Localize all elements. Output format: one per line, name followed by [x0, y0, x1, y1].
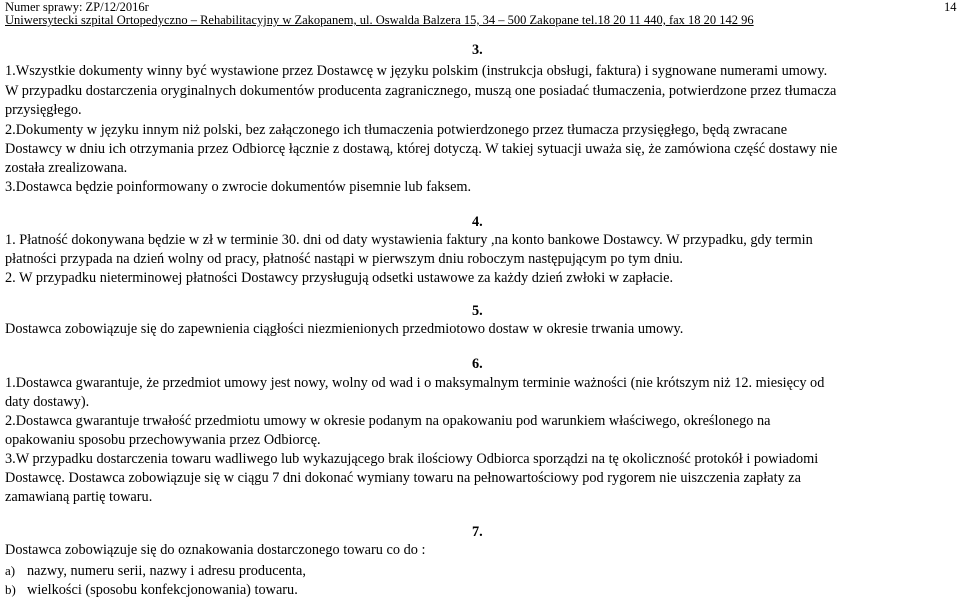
s6-line-5: 3.W przypadku dostarczenia towaru wadliwego lub wykazującego brak ilościowy Odbiorca sporządzi na tę okoliczność protokół i powiadomi — [5, 451, 819, 467]
s4-line-2: płatności przypada na dzień wolny od pracy, płatność nastąpi w pierwszym dniu roboczym następującym po tym dniu. — [5, 251, 683, 267]
s3-line-7: 3.Dostawca będzie poinformowany o zwrocie dokumentów pisemnie lub faksem. — [5, 179, 472, 195]
s4-line-1: 1. Płatność dokonywana będzie w zł w terminie 30. dni od daty wystawienia faktury ,na konto bankowe Dostawcy. W przypadku, gdy termin — [5, 232, 813, 248]
section-3-heading: 3. — [472, 42, 483, 58]
s7-item-b-label: b) — [5, 582, 16, 597]
s7-item-a — [5, 561, 957, 581]
s3-line-5: Dostawcy w dniu ich otrzymania przez Odbiorcę łącznie z dostawą, której dotyczą. W takiej sytuacji uważa się, że zamówiona część dostawy nie — [5, 141, 838, 157]
case-number: Numer sprawy: ZP/12/2016r — [5, 0, 149, 14]
section-6-heading: 6. — [472, 356, 483, 372]
s7-intro: Dostawca zobowiązuje się do oznakowania dostarczonego towaru co do : — [5, 542, 426, 558]
s7-item-b — [5, 580, 957, 600]
s3-line-6: została zrealizowana. — [5, 160, 128, 176]
s7-item-a-label: a) — [5, 563, 16, 578]
page-number: 14 — [944, 0, 957, 14]
s6-line-4: opakowaniu sposobu przechowywania przez Odbiorcę. — [5, 432, 321, 448]
s3-line-3: przysięgłego. — [5, 102, 82, 118]
section-5-heading: 5. — [472, 303, 483, 319]
s6-line-6: Dostawcę. Dostawca zobowiązuje się w ciągu 7 dni dokonać wymiany towaru na pełnowartościowy pod rygorem nie uiszczenia zapłaty za — [5, 470, 801, 486]
s3-line-2: W przypadku dostarczenia oryginalnych dokumentów producenta zagranicznego, muszą one posiadać tłumaczenia, potwierdzone przez tłumacza — [5, 83, 837, 99]
s6-line-1: 1.Dostawca gwarantuje, że przedmiot umowy jest nowy, wolny od wad i o maksymalnym terminie ważności (nie krótszym niż 12. miesięcy od — [5, 375, 825, 391]
s3-line-4: 2.Dokumenty w języku innym niż polski, bez załączonego ich tłumaczenia potwierdzonego przez tłumacza przysięgłego, będą zwracane — [5, 122, 788, 138]
s4-line-3: 2. W przypadku nieterminowej płatności Dostawcy przysługują odsetki ustawowe za każdy dzień zwłoki w zapłacie. — [5, 270, 674, 286]
s6-line-2: daty dostawy). — [5, 394, 90, 410]
section-4-heading: 4. — [472, 214, 483, 230]
section-7-heading: 7. — [472, 524, 483, 540]
s7-item-b-text: wielkości (sposobu konfekcjonowania) towaru. — [27, 582, 298, 598]
s6-line-3: 2.Dostawca gwarantuje trwałość przedmiotu umowy w okresie podanym na opakowaniu pod warunkiem właściwego, określonego na — [5, 413, 771, 429]
hospital-address: Uniwersytecki szpital Ortopedyczno – Rehabilitacyjny w Zakopanem, ul. Oswalda Balzera 15, 34 – 500 Zakopane tel.18 20 11 440, fax 18 20 142 96 — [5, 13, 754, 27]
s6-line-7: zamawianą partię towaru. — [5, 489, 153, 505]
s3-line-1: 1.Wszystkie dokumenty winny być wystawione przez Dostawcę w języku polskim (instrukcja obsługi, faktura) i sygnowane numerami umowy. — [5, 63, 828, 79]
s7-item-a-text: nazwy, numeru serii, nazwy i adresu producenta, — [27, 563, 306, 579]
s5-line-1: Dostawca zobowiązuje się do zapewnienia ciągłości niezmienionych przedmiotowo dostaw w okresie trwania umowy. — [5, 321, 684, 337]
